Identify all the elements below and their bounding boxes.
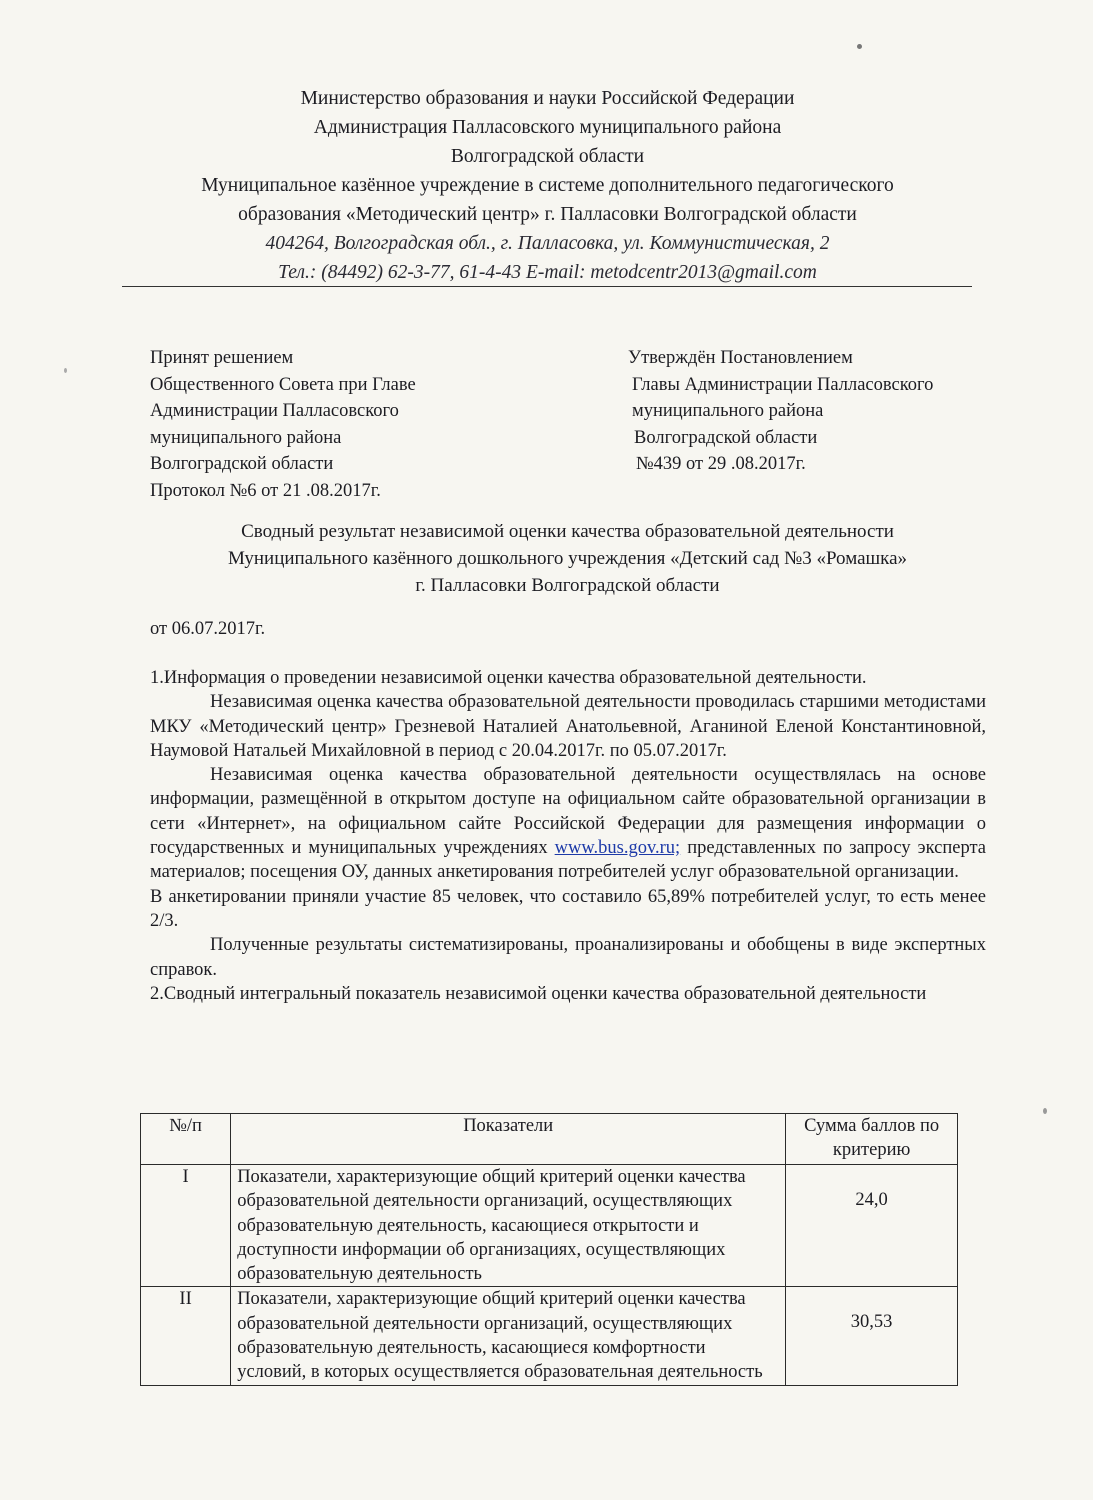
- institution-line: Муниципальное казённое учреждение в системе дополнительного педагогического: [201, 175, 894, 196]
- section2-heading: 2.Сводный интегральный показатель независимой оценки качества образовательной деятельности: [150, 983, 927, 1004]
- row-indicator-text: Показатели, характеризующие общий критерий оценки качества образовательной деятельности организаций, осуществляющих образовательную деятельность, касающиеся открытости и доступности информации об организациях, осуществляющих образовательную деятельность: [231, 1165, 786, 1287]
- approval-left-block: [150, 345, 570, 504]
- row-indicator-text: Показатели, характеризующие общий критерий оценки качества образовательной деятельности организаций, осуществляющих образовательную деятельность, касающиеся комфортности условий, в которых осуществляется образовательная деятельность: [231, 1287, 786, 1385]
- column-header-number: №/п: [141, 1114, 231, 1165]
- approval-right-line: Волгоградской области: [634, 427, 818, 448]
- scan-speck: [1043, 1108, 1047, 1114]
- approval-right-block: [628, 345, 1028, 478]
- paragraph: [150, 763, 986, 884]
- table-row: [141, 1287, 958, 1385]
- paragraph-text: Независимая оценка качества образовательной деятельности осуществлялась на основе информации, размещённой в открытом доступе на официальном сайте образовательной организации в сети «Интернет», на официальном сайте Российской Федерации для размещения информации о государственных и муниципальных учреждениях: [150, 765, 986, 859]
- bus-gov-link[interactable]: www.bus.gov.ru;: [554, 838, 681, 859]
- contacts-line: Тел.: (84492) 62-3-77, 61-4-43 E-mail: metodcentr2013@gmail.com: [278, 262, 817, 283]
- header-divider: [122, 286, 972, 287]
- approval-left-line: Протокол №6 от 21 .08.2017г.: [150, 480, 381, 501]
- approval-left-line: Администрации Палласовского: [150, 401, 399, 421]
- ministry-line: Министерство образования и науки Российской Федерации: [300, 88, 795, 109]
- title-line: Муниципального казённого дошкольного учреждения «Детский сад №3 «Ромашка»: [227, 548, 908, 569]
- row-score-cell: [786, 1165, 958, 1287]
- table-header-row: [141, 1114, 958, 1165]
- paragraph: В анкетировании приняли участие 85 человек, что составило 65,89% потребителей услуг, то есть менее 2/3.: [150, 886, 986, 931]
- letterhead: [120, 84, 975, 287]
- section1-heading: 1.Информация о проведении независимой оценки качества образовательной деятельности.: [150, 668, 867, 688]
- paragraph: Независимая оценка качества образовательной деятельности проводилась старшими методистами МКУ «Методический центр» Грезневой Наталией Анатольевной, Аганиной Еленой Константиновной, Наумовой Натальей Михайловной в период с 20.04.2017г. по 05.07.2017г.: [150, 692, 986, 761]
- approval-left-line: муниципального района: [150, 427, 342, 448]
- administration-line: Администрация Палласовского муниципального района: [313, 117, 782, 138]
- region-line: Волгоградской области: [450, 146, 645, 167]
- approval-right-line: Утверждён Постановлением: [628, 348, 853, 368]
- institution-line-2: образования «Методический центр» г. Палласовки Волгоградской области: [238, 204, 857, 225]
- address-line: 404264, Волгоградская обл., г. Палласовка, ул. Коммунистическая, 2: [265, 233, 830, 254]
- approval-left-line: Волгоградской области: [150, 454, 334, 474]
- row-number: I: [141, 1165, 231, 1287]
- column-header-indicators: Показатели: [231, 1114, 786, 1165]
- table-row: [141, 1165, 958, 1287]
- row-score: 30,53: [850, 1312, 893, 1333]
- paragraph: Полученные результаты систематизированы, проанализированы и обобщены в виде экспертных справок.: [150, 935, 986, 980]
- paragraph-text: представленных по запросу эксперта материалов; посещения ОУ, данных анкетирования потребителей услуг образовательной организации.: [150, 838, 986, 883]
- scan-speck: [857, 44, 862, 49]
- document-body: [150, 666, 986, 1006]
- document-title: [120, 518, 1015, 599]
- title-line: Сводный результат независимой оценки качества образовательной деятельности: [241, 521, 894, 542]
- title-line: г. Палласовки Волгоградской области: [415, 575, 720, 596]
- row-number: II: [141, 1287, 231, 1385]
- row-score-cell: [786, 1287, 958, 1385]
- approval-right-line: муниципального района: [632, 401, 824, 421]
- row-score: 24,0: [855, 1190, 888, 1210]
- approval-left-line: Принят решением: [150, 348, 294, 368]
- column-header-score: Сумма баллов по критерию: [786, 1114, 958, 1165]
- scan-speck: [64, 368, 67, 373]
- indicators-table: [140, 1113, 958, 1386]
- document-date: от 06.07.2017г.: [150, 619, 266, 639]
- approval-left-line: Общественного Совета при Главе: [150, 374, 416, 395]
- approval-right-line: №439 от 29 .08.2017г.: [636, 454, 806, 474]
- approval-right-line: Главы Администрации Палласовского: [632, 374, 934, 395]
